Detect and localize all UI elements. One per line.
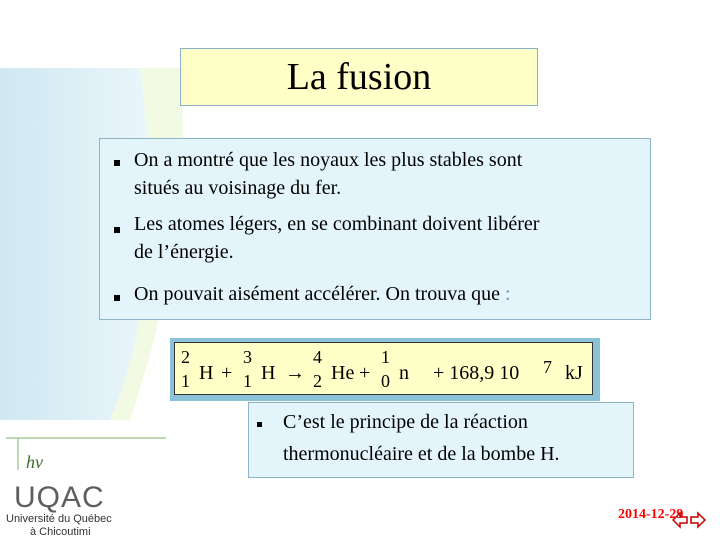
logo-line-2: à Chicoutimi [30, 526, 91, 538]
t3-mass: 4 [313, 347, 322, 367]
plus-2: + [359, 362, 371, 384]
bullet-icon [114, 227, 120, 233]
note-line-2: thermonucléaire et de la bombe H. [283, 443, 560, 465]
content-box [99, 138, 651, 320]
bullet-3-colon: : [504, 283, 511, 305]
t4-mass: 1 [381, 347, 390, 367]
arrow-icon: → [285, 362, 305, 384]
equation-box [170, 338, 600, 401]
t4-number: 0 [381, 371, 390, 391]
bullet-3-text: On pouvait aisément accélérer. On trouva que [134, 283, 500, 305]
bullet-3-line-1 [134, 280, 511, 308]
t1-symbol: H [199, 362, 214, 384]
equation [174, 342, 593, 395]
slide-title: La fusion [286, 56, 432, 98]
hv-symbol: hν [26, 452, 43, 472]
note-line-1: C’est le principe de la réaction [283, 411, 528, 433]
bullet-icon [257, 422, 262, 427]
bullet-1-line-1: On a montré que les noyaux les plus stables sont [134, 149, 523, 171]
bullet-1-line-2: situés au voisinage du fer. [134, 177, 342, 199]
navigation-arrows-icon[interactable] [672, 510, 706, 530]
t3-number: 2 [313, 371, 322, 391]
bullet-2-line-2: de l’énergie. [134, 241, 234, 263]
t2-number: 1 [243, 371, 252, 391]
bullet-icon [114, 160, 120, 166]
energy-value: + 168,9 10 [433, 362, 520, 384]
note-box [248, 402, 634, 478]
energy-exponent: 7 [543, 357, 552, 377]
title-box [180, 48, 538, 106]
uqac-logo: UQAC [14, 481, 105, 514]
t1-number: 1 [181, 371, 190, 391]
bullet-icon [114, 295, 120, 301]
t4-symbol: n [399, 362, 409, 384]
t2-mass: 3 [243, 347, 252, 367]
t2-symbol: H [261, 362, 276, 384]
plus-1: + [221, 362, 233, 384]
t1-mass: 2 [181, 347, 190, 367]
energy-unit: kJ [565, 362, 583, 384]
t3-symbol: He [331, 362, 355, 384]
logo-line-1: Université du Québec [6, 513, 112, 525]
slide-date: 2014-12-29 [618, 507, 684, 522]
bullet-2-line-1: Les atomes légers, en se combinant doivent libérer [134, 213, 540, 235]
